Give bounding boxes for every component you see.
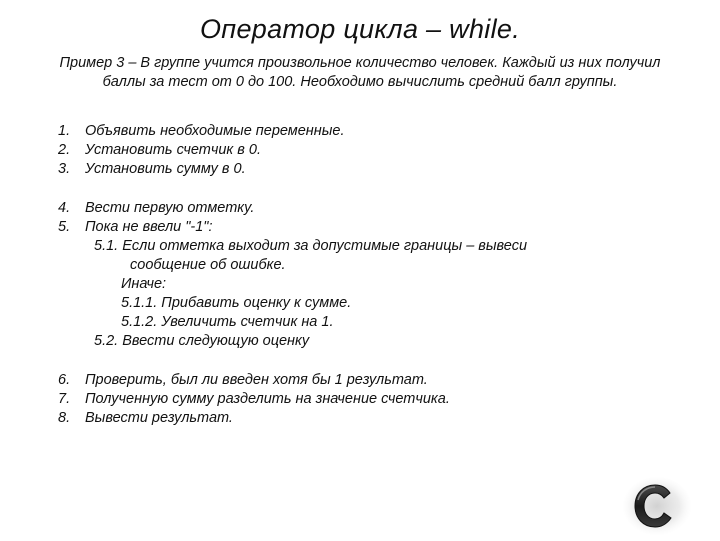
intro-line-2: баллы за тест от 0 до 100. Необходимо вычислить средний балл группы.: [102, 74, 618, 90]
substep-5-1-2: 5.1.2. Увеличить счетчик на 1.: [121, 314, 334, 330]
step-number: 7.: [58, 391, 71, 407]
step-text: Вывести результат.: [85, 410, 233, 426]
step-text: Установить счетчик в 0.: [85, 142, 261, 158]
intro-line-1: Пример 3 – В группе учится произвольное количество человек. Каждый из них получил: [59, 55, 661, 71]
step-text: Полученную сумму разделить на значение счетчика.: [85, 391, 450, 407]
step-number: 1.: [58, 123, 71, 139]
step-number: 4.: [58, 200, 71, 216]
substep-5-1-continued: сообщение об ошибке.: [130, 257, 286, 273]
step-number: 5.: [58, 219, 71, 235]
substep-5-1-1: 5.1.1. Прибавить оценку к сумме.: [121, 295, 352, 311]
substep-5-1: 5.1. Если отметка выходит за допустимые границы – вывеси: [94, 238, 528, 254]
c-language-logo-icon: [622, 476, 692, 536]
step-text: Объявить необходимые переменные.: [85, 123, 345, 139]
step-number: 2.: [58, 142, 71, 158]
step-text: Вести первую отметку.: [85, 200, 255, 216]
step-number: 6.: [58, 372, 71, 388]
intro-text: [20, 54, 700, 92]
substep-5-2: 5.2. Ввести следующую оценку: [94, 333, 310, 349]
step-text: Проверить, был ли введен хотя бы 1 результат.: [85, 372, 428, 388]
substep-else: Иначе:: [121, 276, 167, 292]
page-title: Оператор цикла – while.: [199, 14, 521, 44]
step-text: Пока не ввели "-1":: [85, 219, 213, 235]
step-text: Установить сумму в 0.: [85, 161, 246, 177]
step-number: 8.: [58, 410, 71, 426]
step-number: 3.: [58, 161, 71, 177]
